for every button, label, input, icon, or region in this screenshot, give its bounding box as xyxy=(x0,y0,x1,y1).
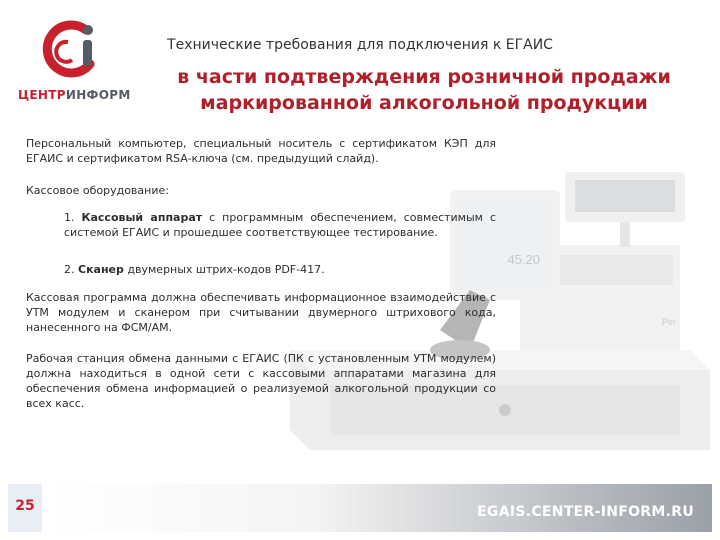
logo-mark-icon xyxy=(42,20,104,82)
footer-bar xyxy=(50,484,712,532)
paragraph-workstation: Рабочая станция обмена данными с ЕГАИС (ПК с установленным УТМ модулем) должна находиться в одной сети с кассовыми аппаратами магазина для обеспечения обмена информацией о реализуемой алкогольной продукции со всех касс. xyxy=(26,352,496,410)
slide-subtitle: Технические требования для подключения к ЕГАИС xyxy=(167,37,553,53)
logo-text-red: ЦЕНТР xyxy=(18,88,66,102)
company-logo xyxy=(12,14,142,104)
slide-title-line1: в части подтверждения розничной продажи xyxy=(177,66,671,88)
paragraph-cash-software: Кассовая программа должна обеспечивать информационное взаимодействие с УТМ модулем и сканером при считывании двумерного штрихового кода, нанесенного на ФСМ/АМ. xyxy=(26,291,496,334)
paragraph-pc-requirement: Персональный компьютер, специальный носитель с сертификатом КЭП для ЕГАИС и сертификатом RSA-ключа (см. предыдущий слайд). xyxy=(26,137,496,165)
slide-title xyxy=(150,64,698,116)
display-price: 45.20 xyxy=(507,252,540,267)
paragraph-cash-equipment: Кассовое оборудование: xyxy=(26,184,169,197)
slide-title-line2: маркированной алкогольной продукции xyxy=(200,92,648,114)
footer-url[interactable]: EGAIS.CENTER-INFORM.RU xyxy=(477,504,694,520)
slide-footer xyxy=(0,476,720,540)
logo-text xyxy=(18,88,131,102)
page-number: 25 xyxy=(15,498,35,514)
printer-brand-label: Piri xyxy=(662,317,675,327)
list-item-scanner: 2. Сканер двумерных штрих-кодов PDF-417. xyxy=(64,263,325,276)
logo-text-gray: ИНФОРМ xyxy=(65,88,131,102)
list-item-cash-register: 1. Кассовый аппарат с программным обеспечением, совместимым с системой ЕГАИС и прошедшее соответствующее тестирование. xyxy=(64,211,496,239)
